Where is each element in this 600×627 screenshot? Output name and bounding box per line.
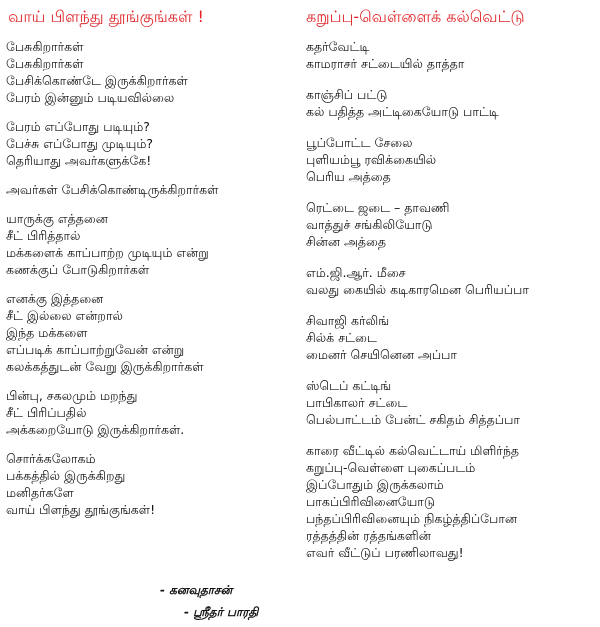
stanza bbox=[6, 118, 291, 169]
poem-line: பக்கத்தில் இருக்கிறது bbox=[6, 468, 126, 483]
poem-line: வலது கையில் கடிகாரமென பெரியப்பா bbox=[306, 282, 529, 297]
right-poem-title: கறுப்பு-வெள்ளைக் கல்வெட்டு bbox=[306, 7, 525, 26]
stanza bbox=[300, 199, 596, 250]
poem-line: பேசுகிறார்கள் bbox=[6, 39, 84, 54]
poem-line: சீட் பிரிப்பதில் bbox=[6, 405, 87, 420]
stanza bbox=[6, 38, 291, 106]
poem-line: பேரம் எப்போது படியும்? bbox=[6, 119, 150, 134]
poem-line: அக்கறையோடு இருக்கிறார்கள். bbox=[6, 422, 185, 437]
poem-line: சிவாஜி கர்லிங் bbox=[306, 313, 390, 328]
poem-line: பேசுகிறார்கள் bbox=[6, 56, 84, 71]
poem-line: மைனர் செயினென அப்பா bbox=[306, 347, 457, 362]
left-poem-author: - கனவுதாசன் bbox=[160, 583, 233, 597]
left-poem-stanzas bbox=[6, 38, 291, 518]
stanza bbox=[6, 210, 291, 278]
poem-line: சீட் இல்லை என்றால் bbox=[6, 308, 123, 323]
stanza bbox=[300, 312, 596, 363]
poem-line: பேச்சு எப்போது முடியும்? bbox=[6, 136, 154, 151]
right-poem-stanzas bbox=[300, 38, 596, 561]
poem-line: பேசிக்கொண்டே இருக்கிறார்கள் bbox=[6, 73, 188, 88]
poem-line: பெல்பாட்டம் பேன்ட் சகிதம் சித்தப்பா bbox=[306, 412, 520, 427]
poem-line: சீட் பிரித்தால் bbox=[6, 228, 81, 243]
poem-line: கலக்கத்துடன் வேறு இருக்கிறார்கள் bbox=[6, 359, 204, 374]
poem-line: பந்தப்பிரிவினையும் நிகழ்த்திப்போன bbox=[306, 511, 518, 526]
poem-line: சின்ன அத்தை bbox=[306, 234, 387, 249]
poem-line: மக்களைக் காப்பாற்ற முடியும் என்று bbox=[6, 245, 209, 260]
stanza bbox=[300, 86, 596, 120]
stanza bbox=[300, 264, 596, 298]
poem-line: சொர்க்கலோகம் bbox=[6, 451, 96, 466]
poem-line: புளியம்பூ ரவிக்கையில் bbox=[306, 152, 437, 167]
poem-line: காமராசர் சட்டையில் தாத்தா bbox=[306, 56, 465, 71]
poem-line: எம்.ஜி.ஆர். மீசை bbox=[306, 265, 406, 280]
poem-line: மனிதர்களே bbox=[6, 485, 74, 500]
poem-line: காரை வீட்டில் கல்வெட்டாய் மிளிர்ந்த bbox=[306, 443, 519, 458]
poem-line: எனக்கு இத்தனை bbox=[6, 291, 104, 306]
poem-line: அவர்கள் பேசிக்கொண்டிருக்கிறார்கள் bbox=[6, 182, 219, 197]
poem-line: வாத்துச் சங்கிலியோடு bbox=[306, 217, 433, 232]
right-poem-column bbox=[300, 0, 596, 575]
poem-line: கல் பதித்த அட்டிகையோடு பாட்டி bbox=[306, 104, 499, 119]
poem-line: சில்க் சட்டை bbox=[306, 330, 377, 345]
poem-line: காஞ்சிப் பட்டு bbox=[306, 87, 388, 102]
stanza bbox=[6, 181, 291, 198]
poem-line: தெரியாது அவர்களுக்கே! bbox=[6, 153, 152, 168]
poem-line: யாருக்கு எத்தனை bbox=[6, 211, 108, 226]
stanza bbox=[6, 290, 291, 375]
stanza bbox=[6, 387, 291, 438]
poem-line: ரத்தத்தின் ரத்தங்களின் bbox=[306, 528, 431, 543]
stanza bbox=[300, 38, 596, 72]
poem-line: பூப்போட்ட சேலை bbox=[306, 135, 413, 150]
right-poem-author: - ஸ்ரீதர் பாரதி bbox=[184, 605, 259, 619]
left-poem-title: வாய் பிளந்து தூங்குங்கள் ! bbox=[8, 7, 204, 26]
poem-line: ஸ்டெப் கட்டிங் bbox=[306, 378, 392, 393]
poem-line: பாபிகாலர் சட்டை bbox=[306, 395, 408, 410]
stanza bbox=[6, 450, 291, 518]
poem-line: பாகப்பிரிவினையோடு bbox=[306, 494, 435, 509]
poem-line: ரெட்டை ஜடை – தாவணி bbox=[306, 200, 450, 215]
poem-line: எப்படிக் காப்பாற்றுவேன் என்று bbox=[6, 342, 185, 357]
stanza bbox=[300, 442, 596, 561]
poem-line: பேரம் இன்னும் படியவில்லை bbox=[6, 90, 175, 105]
poem-line: கதர்வேட்டி bbox=[306, 39, 370, 54]
poem-line: இந்த மக்களை bbox=[6, 325, 88, 340]
poem-line: பின்பு, சகலமும் மறந்து bbox=[6, 388, 138, 403]
poem-line: வாய் பிளந்து தூங்குங்கள்! bbox=[6, 502, 156, 517]
poem-line: கணக்குப் போடுகிறார்கள் bbox=[6, 262, 150, 277]
poem-line: கறுப்பு-வெள்ளை புகைப்படம் bbox=[306, 460, 476, 475]
poem-line: இப்போதும் இருக்கலாம் bbox=[306, 477, 444, 492]
left-poem-column bbox=[6, 0, 291, 530]
stanza bbox=[300, 377, 596, 428]
poem-line: எவர் வீட்டுப் பரணிலாவது! bbox=[306, 545, 464, 560]
poem-line: பெரிய அத்தை bbox=[306, 169, 391, 184]
stanza bbox=[300, 134, 596, 185]
